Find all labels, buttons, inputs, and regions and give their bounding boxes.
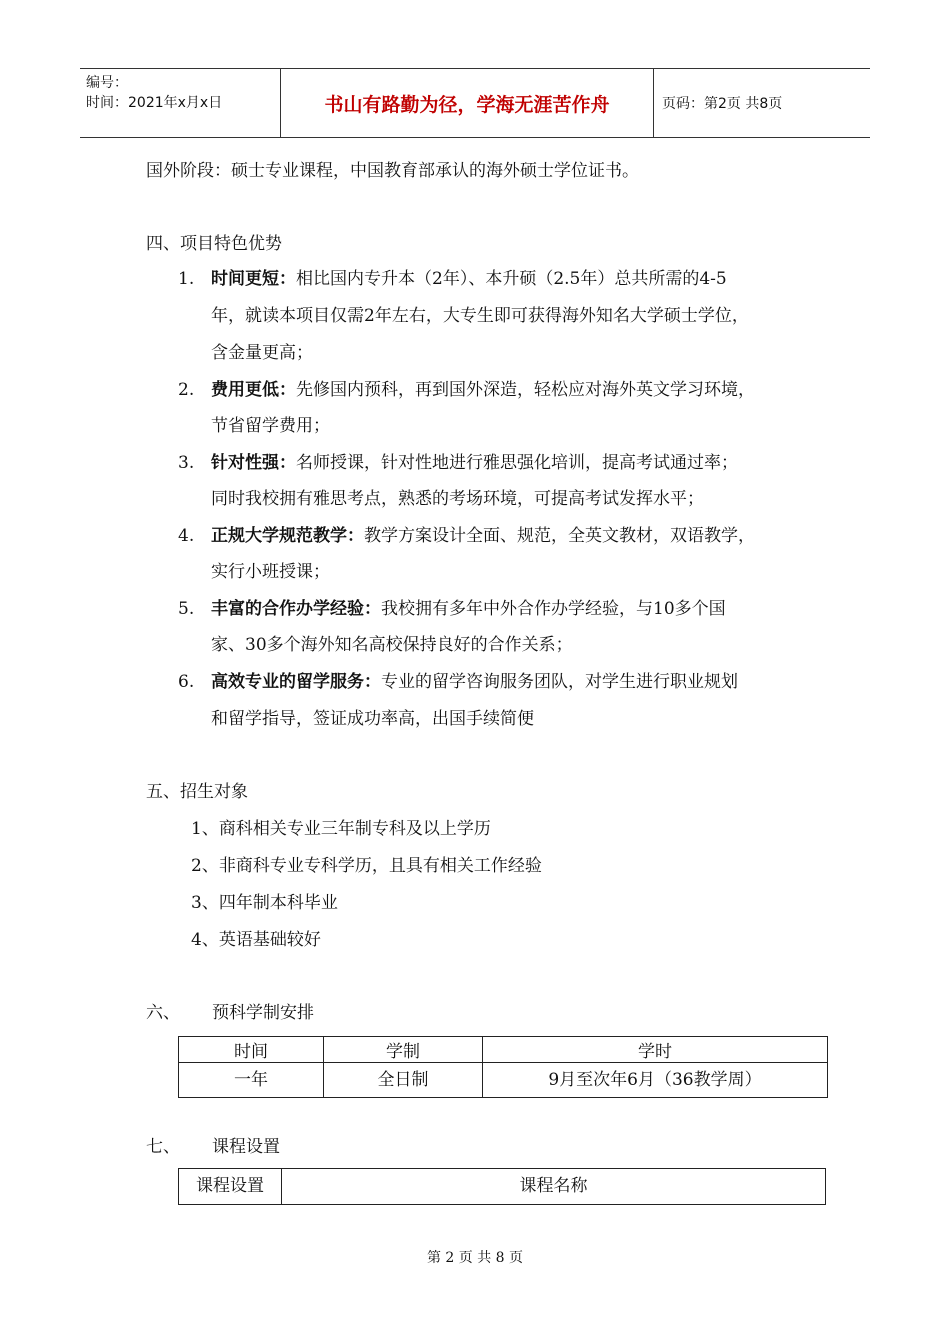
item-text: 节省留学费用； [211, 416, 330, 436]
table-cell: 全日制 [324, 1063, 483, 1098]
item-heading: 时间更短： [211, 269, 296, 289]
list-item: 3、四年制本科毕业 [191, 893, 338, 913]
item-text: 我校拥有多年中外合作办学经验，与10多个国 [381, 599, 726, 619]
section7-title: 课程设置 [212, 1137, 280, 1157]
item-number: 4. [178, 526, 195, 546]
intro-line: 国外阶段：硕士专业课程，中国教育部承认的海外硕士学位证书。 [146, 161, 639, 181]
table-header-row [179, 1169, 826, 1205]
item-text: 含金量更高； [211, 343, 313, 363]
course-table [178, 1168, 826, 1205]
item-heading: 丰富的合作办学经验： [211, 599, 381, 619]
page-footer: 第 2 页 共 8 页 [426, 1250, 524, 1266]
item-heading: 高效专业的留学服务： [211, 672, 381, 692]
header-meta [80, 69, 281, 137]
list-item [211, 671, 738, 693]
table-row [179, 1063, 828, 1098]
list-item [211, 598, 726, 620]
table-cell: 9月至次年6月（36教学周） [483, 1063, 828, 1098]
list-item [211, 268, 727, 290]
header-page-label: 页码：第2页 共8页 [662, 96, 783, 112]
section5-title: 五、招生对象 [146, 782, 248, 802]
table-header-cell: 课程名称 [282, 1169, 826, 1205]
item-text: 和留学指导，签证成功率高，出国手续简便 [211, 709, 534, 729]
item-number: 2. [178, 380, 195, 400]
item-heading: 正规大学规范教学： [211, 526, 364, 546]
item-text: 实行小班授课； [211, 562, 330, 582]
table-header-cell: 时间 [179, 1037, 324, 1063]
item-text: 先修国内预科，再到国外深造，轻松应对海外英文学习环境， [296, 380, 755, 400]
item-text: 专业的留学咨询服务团队，对学生进行职业规划 [381, 672, 738, 692]
item-number: 6. [178, 672, 195, 692]
list-item [211, 379, 755, 401]
section4-title: 四、项目特色优势 [146, 234, 282, 254]
table-cell: 一年 [179, 1063, 324, 1098]
item-text: 家、30多个海外知名高校保持良好的合作关系； [211, 635, 573, 655]
item-text: 年，就读本项目仅需2年左右，大专生即可获得海外知名大学硕士学位， [211, 306, 749, 326]
header-motto: 书山有路勤为径，学海无涯苦作舟 [281, 69, 654, 137]
item-heading: 费用更低： [211, 380, 296, 400]
item-number: 3. [178, 453, 195, 473]
table-header-cell: 学时 [483, 1037, 828, 1063]
number-label: 编号： [86, 75, 128, 91]
item-number: 5. [178, 599, 195, 619]
item-text: 相比国内专升本（2年）、本升硕（2.5年）总共所需的4-5 [296, 269, 727, 289]
section7-number: 七、 [146, 1137, 180, 1157]
item-number: 1. [178, 269, 195, 289]
table-header-row [179, 1037, 828, 1063]
table-header-cell: 课程设置 [179, 1169, 282, 1205]
page-header [80, 68, 870, 138]
schedule-table [178, 1036, 828, 1098]
list-item: 1、商科相关专业三年制专科及以上学历 [191, 819, 491, 839]
list-item [211, 452, 738, 474]
time-label: 时间：2021年x月x日 [86, 95, 223, 111]
section6-number: 六、 [146, 1003, 180, 1023]
item-text: 同时我校拥有雅思考点，熟悉的考场环境，可提高考试发挥水平； [211, 489, 704, 509]
table-header-cell: 学制 [324, 1037, 483, 1063]
list-item: 4、英语基础较好 [191, 930, 321, 950]
item-heading: 针对性强： [211, 453, 296, 473]
list-item: 2、非商科专业专科学历，且具有相关工作经验 [191, 856, 542, 876]
item-text: 名师授课，针对性地进行雅思强化培训，提高考试通过率； [296, 453, 738, 473]
item-text: 教学方案设计全面、规范，全英文教材，双语教学， [364, 526, 755, 546]
section6-title: 预科学制安排 [212, 1003, 314, 1023]
list-item [211, 525, 755, 547]
